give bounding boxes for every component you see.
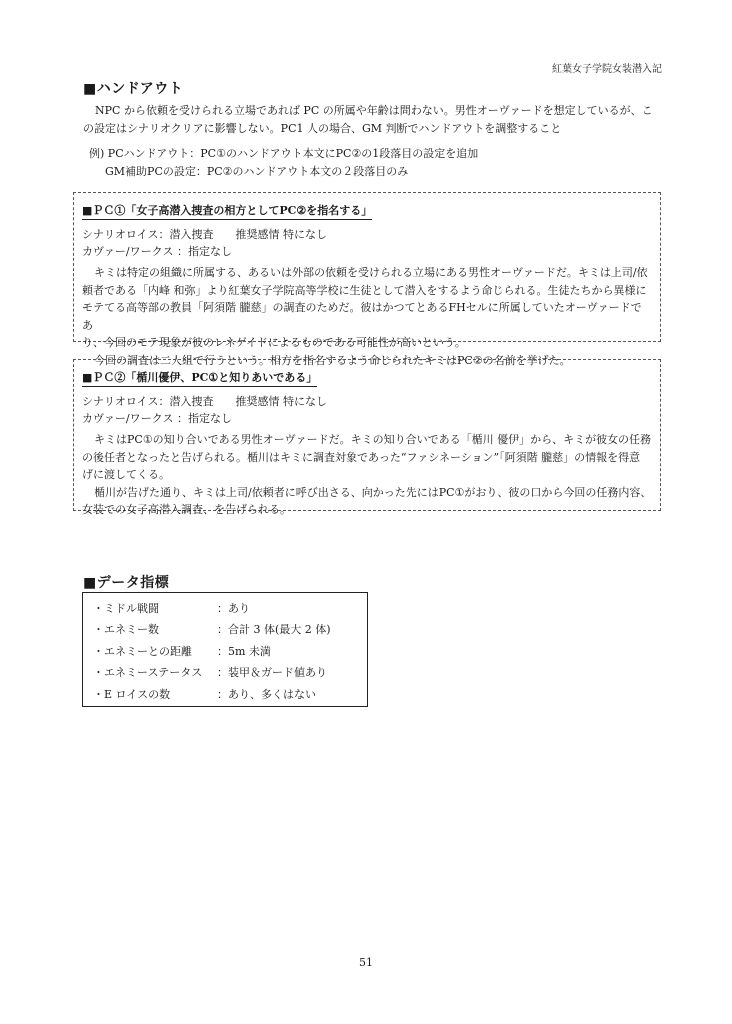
pc2-cover-works: カヴァー/ワークス ：指定なし	[82, 412, 232, 425]
data-value: ：あり、多くはない	[217, 687, 316, 701]
pc2-body-line: げに渡してくる。	[82, 468, 170, 481]
pc2-body	[82, 431, 652, 519]
handout-intro	[83, 102, 663, 138]
data-row	[83, 597, 367, 619]
data-key: ・ミドル戦闘	[93, 601, 159, 615]
pc1-scenario-lois: シナリオロイス：潜入捜査 推奨感情 特になし	[82, 228, 327, 241]
data-value: ：装甲＆ガード値あり	[217, 666, 327, 680]
pc1-title: ■ＰＣ①「女子高潜入捜査の相方としてPC②を指名する」	[82, 202, 372, 220]
data-table	[82, 592, 368, 707]
pc2-body-line: 楯川が告げた通り、キミは上司/依頼者に呼び出さる、向かった先にはPC①がおり、彼の口から今回の任務内容、	[94, 485, 652, 499]
pc1-body-line: り、今回のモテ現象が彼のレネゲイドによるものである可能性が高いという。	[82, 336, 466, 349]
example-line: 例) PCハンドアウト：PC①のハンドアウト本文にPC②の1段落目の設定を追加	[89, 147, 479, 160]
pc2-body-line: 女装での女子高潜入調査、を告げられる。	[82, 503, 291, 516]
handout-example	[89, 145, 478, 181]
pc2-body-line: の後任者となったと告げられる。楯川はキミに調査対象であった“ファシネーション”「阿須階 朧慈」の情報を得意	[82, 450, 641, 464]
intro-line: NPC から依頼を受けられる立場であれば PC の所属や年齢は問わない。男性オーヴァードを想定しているが、こ	[95, 104, 653, 117]
data-key: ・エネミーとの距離	[93, 644, 192, 658]
intro-line: の設定はシナリオクリアに影響しない。PC1 人の場合、GM 判断でハンドアウトを調整すること	[83, 122, 562, 135]
data-row	[83, 640, 367, 662]
data-row	[83, 683, 367, 705]
page-number: 51	[359, 956, 373, 969]
data-heading: ■データ指標	[83, 575, 170, 591]
pc1-body	[82, 264, 652, 369]
pc2-title: ■ＰＣ②「楯川優伊、PC①と知りあいである」	[82, 369, 317, 387]
running-header: 紅葉女子学院女装潜入記	[552, 64, 662, 75]
data-key: ・エネミー数	[93, 623, 159, 637]
example-line: GM補助PCの設定：PC②のハンドアウト本文の２段落目のみ	[105, 165, 409, 178]
data-row	[83, 662, 367, 684]
pc1-body-line: 頼者である「内峰 和弥」より紅葉女子学院高等学校に生徒として潜入をするよう命じられる。生徒たちから異様に	[82, 283, 647, 297]
pc1-handout-box	[73, 192, 661, 367]
pc1-body-line: キミは特定の組織に所属する、あるいは外部の依頼を受けられる立場にある男性オーヴァードだ。キミは上司/依	[94, 266, 648, 279]
pc1-cover-works: カヴァー/ワークス ：指定なし	[82, 245, 232, 258]
pc2-handout-box	[73, 359, 661, 516]
data-row	[83, 619, 367, 641]
pc2-body-line: キミはPC①の知り合いである男性オーヴァードだ。キミの知り合いである「楯川 優伊」から、キミが彼女の任務	[94, 433, 652, 446]
pc1-body-line: 今回の調査は二人組で行うという。相方を指名するよう命じられたキミはPC②の名前を挙げた。	[94, 353, 571, 367]
data-value: ：5m 未満	[217, 644, 271, 658]
pc1-body-line: モテてる高等部の教員「阿須階 朧慈」の調査のためだ。彼はかつてとあるFHセルに所属していたオーヴァードであ	[82, 301, 642, 332]
handout-heading: ■ハンドアウト	[83, 81, 184, 97]
data-key: ・E ロイスの数	[93, 687, 171, 701]
pc2-scenario-lois: シナリオロイス：潜入捜査 推奨感情 特になし	[82, 395, 327, 408]
data-value: ：あり	[217, 601, 250, 615]
data-key: ・エネミーステータス	[93, 666, 203, 680]
data-value: ：合計 3 体(最大 2 体)	[217, 623, 331, 637]
